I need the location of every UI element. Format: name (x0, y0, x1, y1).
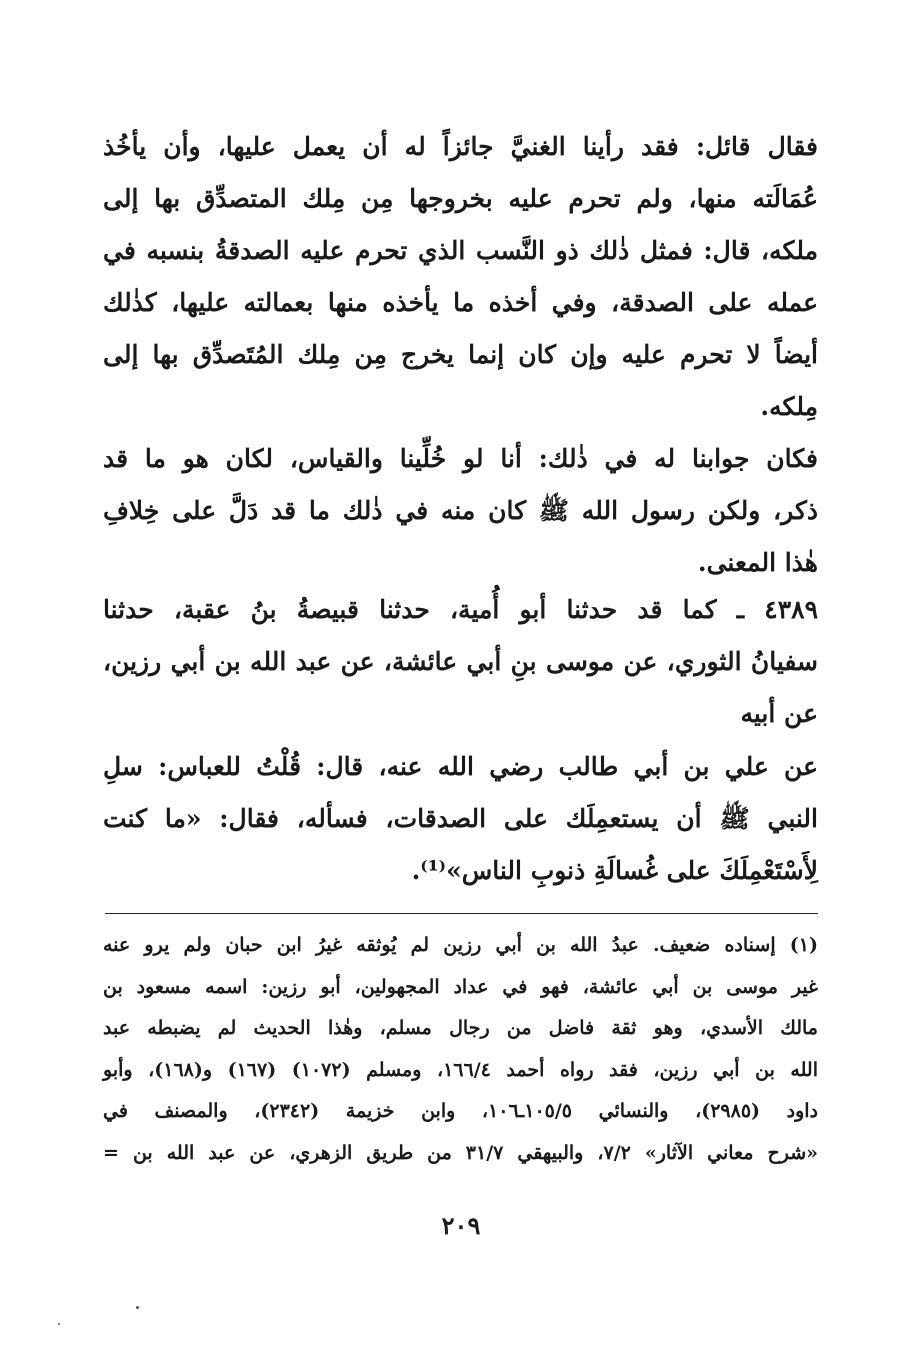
page-number: ٢٠٩ (441, 1211, 481, 1240)
text-line: عن علي بن أبي طالب رضي الله عنه، قال: قُلْتُ للعباس: سلِ (103, 752, 818, 781)
text-line: سفيانُ الثوري، عن موسى بنِ أبي عائشة، عن عبد الله بن أبي رزين، (103, 647, 818, 676)
footnote-line: غير موسى بن أبي عائشة، فهو في عداد المجهولين، أبو رزين: اسمه مسعود بن (103, 975, 818, 998)
footnote-line: داود (٢٩٨٥)، والنسائي ١٠٥/٥ـ١٠٦، وابن خزيمة (٢٣٤٢)، والمصنف في (103, 1100, 819, 1122)
paragraph-answer (103, 433, 818, 589)
text-line: النبي ﷺ أن يستعمِلَك على الصدقات، فسأله، فقال: «ما كنت (103, 804, 818, 833)
scan-speck (136, 1306, 139, 1309)
text-line: ملكه، قال: فمثل ذٰلك ذو النَّسب الذي تحرم عليه الصدقةُ بنسبه في (103, 236, 818, 265)
footnote-line: «شرح معاني الآثار» ٧/٢، والبيهقي ٣١/٧ من طريق الزهري، عن عبد الله بن = (103, 1141, 818, 1164)
text-line: مِلكه. (760, 392, 818, 421)
footnote-line: مالك الأسدي، وهو ثقة فاضل من رجال مسلم، وهٰذا الحديث لم يضبطه عبد (103, 1017, 818, 1039)
text-line: فكان جوابنا له في ذٰلك: أنا لو خُلِّينا والقياس، لكان هو ما قد (103, 444, 818, 473)
paragraph-hadith-text (103, 741, 818, 897)
text-line: عُمَالَته منها، ولم تحرم عليه بخروجها مِن مِلك المتصدِّق بها إلى (103, 184, 818, 213)
text-line: هٰذا المعنى. (697, 548, 818, 577)
paragraph-objection (103, 121, 818, 433)
footnote-line: الله بن أبي رزين، فقد رواه أحمد ١٦٦/٤، ومسلم (١٠٧٢) (١٦٧) و(١٦٨)، وأبو (103, 1058, 818, 1081)
footnote (103, 925, 818, 1174)
text-line: ذكر، ولكن رسول الله ﷺ كان منه في ذٰلك ما قد دَلَّ على خِلافِ (103, 496, 818, 525)
paragraph-hadith-chain (103, 584, 818, 740)
text-line: فقال قائل: فقد رأينا الغنيَّ جائزاً له أن يعمل عليها، وأن يأخُذ (103, 132, 818, 161)
footnote-divider (105, 913, 818, 914)
footnote-line: (١) إسناده ضعيف. عبدُ الله بن أبي رزين لم يُوثقه غيرُ ابن حبان ولم يرو عنه (103, 934, 818, 956)
text-line: أيضاً لا تحرم عليه وإن كان إنما يخرج مِن مِلك المُتَصدِّق بها إلى (103, 340, 818, 369)
scan-speck (58, 1323, 60, 1325)
text-line: ٤٣٨٩ ـ كما قد حدثنا أبو أُمية، حدثنا قبيصةُ بنُ عقبة، حدثنا (103, 595, 818, 624)
text-line: عمله على الصدقة، وفي أخذه ما يأخذه منها بعمالته عليها، كذٰلك (103, 288, 818, 317)
text-line: لِأَسْتَعْمِلَكَ على غُسالَةِ ذنوبِ الناس»⁽¹⁾. (411, 856, 818, 885)
text-line: عن أبيه (740, 699, 818, 728)
